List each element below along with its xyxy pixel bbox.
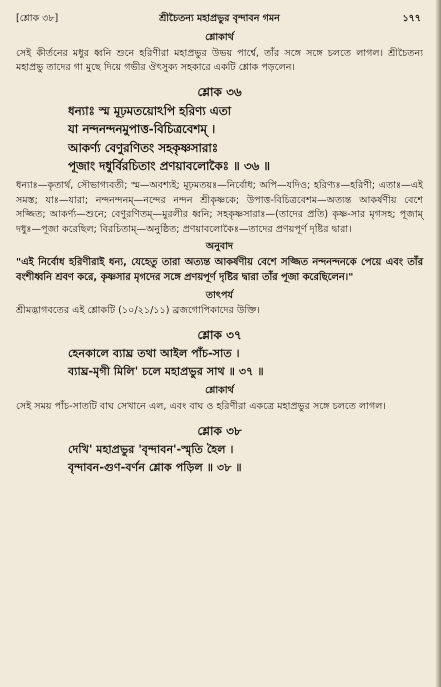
running-header (16, 12, 423, 28)
verse-37-meaning-heading: শ্লোকার্থ (205, 385, 234, 397)
purport-paragraph: শ্রীমদ্ভাগবতের এই শ্লোকটি (১০/২১/১১) ব্রজগোপিকাদের উক্তি। (16, 305, 260, 317)
verse-line: ধন্যাঃ স্ম মূঢ়মতয়োঽপি হরিণ্য এতা (68, 103, 232, 118)
verse-37-heading: শ্লোক ৩৭ (197, 327, 242, 342)
bengali-verse-37 (16, 345, 423, 381)
meaning-paragraph: সেই কীর্তনের মধুর ধ্বনি শুনে হরিণীরা মহাপ্রভুর উভয় পার্শ্বে, তাঁর সঙ্গে সঙ্গে চলতে লাগল। শ্রীচৈতন্য মহাপ্রভু তাদের গা মুছে দিয়ে গভীর ঔৎসুক্য সহকারে একটি শ্লোক পড়লেন। (16, 47, 423, 74)
verse-line: হেনকালে ব্যাঘ্র তথা আইল পাঁচ-সাত । (68, 347, 240, 361)
section-heading-meaning: শ্লোকার্থ (205, 32, 234, 43)
verse-line: যা নন্দনন্দনমুপাত্ত-বিচিত্রবেশম্ । (68, 122, 216, 137)
bengali-verse-38 (16, 441, 423, 477)
header-verse-reference: [শ্লোক ৩৮] (16, 13, 59, 24)
synonyms-paragraph: ধন্যাঃ—কৃতার্থ, সৌভাগ্যবতী; স্ম—অবশ্যই; মূঢ়মতয়ঃ—নির্বোধ; অপি—যদিও; হরিণ্যঃ—হরিণী; এতাঃ—এই সমস্ত; যাঃ—যারা; নন্দনন্দনম্—নন্দের নন্দন শ্রীকৃষ্ণকে; উপাত্ত-বিচিত্রবেশম—অত্যন্ত আকর্ষণীয় বেশে সজ্জিত; আকর্ণ্য—শুনে; বেণুরণিতম্—মুরলীর ধ্বনি; সহকৃষ্ণসারাঃ—(তাদের প্রতি) কৃষ্ণ-সার মৃগসহ; পূজাম্ দধুঃ—পূজা করেছিল; বিরচিতাম্—অনুষ্ঠিত; প্রণয়াবলোকৈঃ—তাদের প্রণয়পূর্ণ দৃষ্টির দ্বারা। (16, 180, 423, 235)
verse-37-meaning: সেই সময় পাঁচ-সাতটি বাঘ সেখানে এল, এবং বাঘ ও হরিণীরা একত্রে মহাপ্রভুর সঙ্গে চলতে লাগল। (16, 401, 386, 413)
verse-36-heading: শ্লোক ৩৬ (197, 84, 242, 99)
purport-heading: তাৎপর্য (205, 289, 234, 301)
verse-line: আকর্ণ্য বেণুরণিতং সহকৃষ্ণসারাঃ (68, 140, 219, 155)
translation-paragraph: "এই নির্বোধ হরিণীরাই ধন্য, যেহেতু তারা অত্যন্ত আকর্ষণীয় বেশে সজ্জিত নন্দনন্দনকে পেয়ে এবং তাঁর বংশীধ্বনি শ্রবণ করে, কৃষ্ণসার মৃগদের সঙ্গে প্রণয়পূর্ণ দৃষ্টির দ্বারা তাঁর পূজা করেছিলেন।" (16, 256, 423, 283)
sanskrit-verse-36 (16, 102, 423, 175)
translation-heading: অনুবাদ (205, 241, 234, 253)
verse-38-heading: শ্লোক ৩৮ (197, 423, 242, 438)
verse-line: দেখি' মহাপ্রভুর 'বৃন্দাবন'-স্মৃতি হৈল । (68, 442, 234, 456)
verse-line: পূজাং দধুর্বিরচিতাং প্রণয়াবলোকৈঃ ॥ ৩৬ ॥ (68, 158, 270, 173)
verse-line: বৃন্দাবন-গুণ-বর্ণন শ্লোক পড়িল ॥ ৩৮ ॥ (68, 460, 242, 474)
verse-line: ব্যাঘ্র-মৃগী মিলি' চলে মহাপ্রভুর সাথ ॥ ৩৭ ॥ (68, 365, 264, 379)
page-number: ১৭৭ (402, 13, 421, 24)
header-chapter-title: শ্রীচৈতন্য মহাপ্রভুর বৃন্দাবন গমন (159, 13, 280, 24)
